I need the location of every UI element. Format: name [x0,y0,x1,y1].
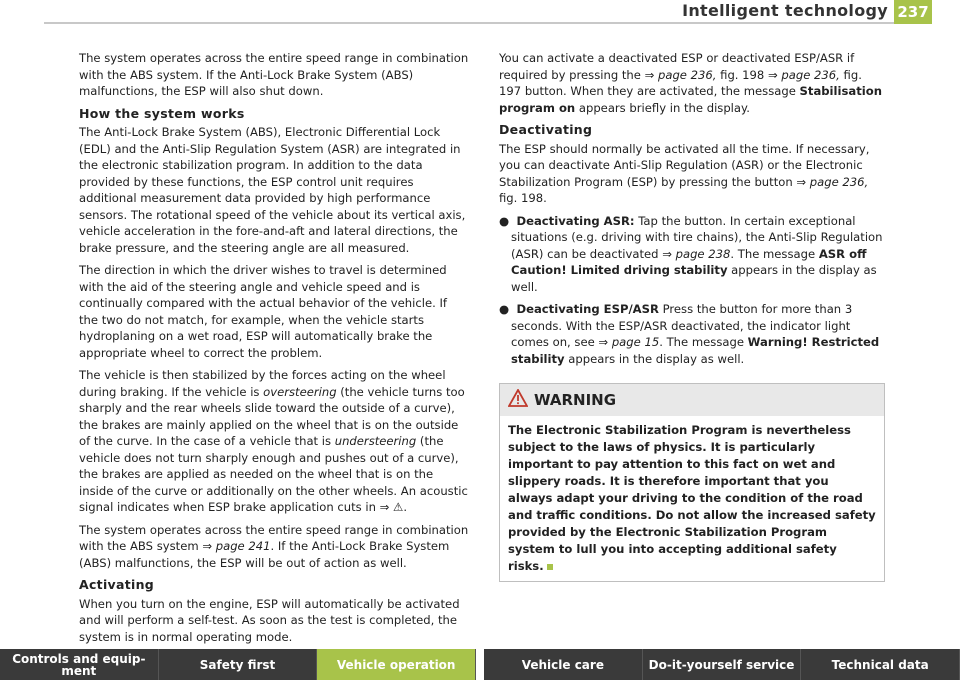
footer-nav [0,649,960,680]
text: The vehicle is then stabilized by the forces acting on the wheel during braking. If the vehicle is [79,368,446,399]
text: fig. 198 ⇒ [716,67,782,82]
page-reference-link[interactable]: page 236, [781,67,840,82]
left-column [79,50,469,651]
section-heading: Deactivating [499,122,593,137]
paragraph: The system operates across the entire speed range in combination with the ABS system. If the Anti-Lock Brake System (ABS) malfunctions, the ESP will also shut down. [79,51,469,98]
display-message: Stabilisation program on [499,84,882,115]
end-marker-icon [547,564,553,570]
tab-technical-data[interactable]: Technical data [801,649,960,680]
right-column [499,50,885,582]
tab-divider [476,649,484,680]
text: fig. 198. [499,191,547,205]
text: You can activate a deactivated ESP or deactivated ESP/ASR if required by pressing the ⇒ [499,51,855,82]
page-reference-link[interactable]: page 236, [657,67,717,82]
text: appears in the display as well. [564,351,745,366]
page-reference-link[interactable]: page 238 [675,246,731,261]
page-number: 237 [894,0,932,24]
text: (the vehicle turns too sharply and the rear wheels slide toward the outside of a curve), the brakes are mainly applied on the wheel that is on the outside of the curve. In the case of a vehicle that is [79,384,465,448]
tab-do-it-yourself-service[interactable]: Do-it-yourself service [643,649,802,680]
bullet-label: Deactivating ASR: [516,213,635,228]
page-reference-link[interactable]: page 236, [809,174,869,189]
text: . The message [730,246,819,261]
warning-triangle-icon [508,389,528,411]
text: Tap the button. In certain exceptional situations (e.g. driving with tire chains), the Anti-Slip Regulation (ASR) can be deactivated ⇒ [511,213,883,261]
paragraph: The direction in which the driver wishes to travel is determined with the aid of the steering angle and vehicle speed and is continually compared with the actual behavior of the vehicle. If the two do not match, for example, when the vehicle starts hydroplaning on a wet road, ESP will automatically brake the appropriate wheel to correct the problem. [79,263,447,360]
warning-body-text: The Electronic Stabilization Program is nevertheless subject to the laws of physics. It is particularly important to pay attention to this fact on wet and slippery roads. It is therefore important that you always adapt your driving to the condition of the road and traffic conditions. Do not allow the increased safety provided by the Electronic Stabilization Program system to lull you into accepting additional safety risks. [508,422,876,573]
text: The system operates across the entire speed range in combination with the ABS system ⇒ [79,522,469,553]
paragraph [79,522,469,572]
page-reference-link[interactable]: page 15 [611,335,660,349]
tab-controls-and-equipment[interactable]: Controls and equip-ment [0,649,159,680]
text: Press the button for more than 3 seconds. With the ESP/ASR deactivated, the indicator light comes on, see ⇒ [511,302,853,349]
text: . If the Anti-Lock Brake System (ABS) malfunctions, the ESP will be out of action as well. [79,539,450,570]
section-heading: How the system works [79,105,245,121]
text: The ESP should normally be activated all the time. If necessary, you can deactivate Anti-Slip Regulation (ASR) or the Electronic Stabilization Program (ESP) by pressing the button ⇒ [499,141,870,189]
text: fig. 197 button. When they are activated, the message [499,67,862,98]
page-title: Intelligent technology [682,1,888,20]
warning-header [500,384,884,416]
bullet-icon: ● [499,302,517,316]
bullet-label: Deactivating ESP/ASR [516,302,659,316]
section-heading: Activating [79,577,155,592]
tab-vehicle-operation[interactable]: Vehicle operation [317,649,476,680]
term-understeering: understeering [334,434,417,448]
paragraph [79,367,469,516]
tab-vehicle-care[interactable]: Vehicle care [484,649,643,680]
paragraph: When you turn on the engine, ESP will automatically be activated and will perform a self-test. As soon as the test is completed, the system is in normal operating mode. [79,596,460,644]
display-message: ASR off Caution! Limited driving stability [511,246,867,277]
warning-text [500,416,884,581]
paragraph [499,50,885,116]
bullet-item [499,301,885,367]
text: appears in the display as well. [511,263,877,294]
paragraph [499,141,885,207]
header-rule [44,22,896,24]
bullet-item [499,213,885,296]
page-reference-link[interactable]: page 241 [215,539,271,553]
tab-safety-first[interactable]: Safety first [159,649,318,680]
text: . The message [659,335,748,349]
text: (the vehicle does not turn sharply enough and pushes out of a curve), the brakes are applied as needed on the wheel that is on the inside of the curve or additionally on the other wheels. An acoustic signal indicates when ESP brake application cuts in ⇒ ⚠. [79,434,468,514]
warning-box [499,383,885,582]
term-oversteering: oversteering [263,384,337,399]
paragraph: The Anti-Lock Brake System (ABS), Electronic Differential Lock (EDL) and the Anti-Slip Regulation System (ASR) are integrated in the electronic stabilization program. In addition to the data provided by these functions, the ESP control unit requires additional measurement data provided by high performance sensors. The rotational speed of the vehicle about its vertical axis, vehicle acceleration in the fore-and-aft and lateral directions, the brake pressure, and the steering angle are all measured. [79,125,466,255]
display-message: Warning! Restricted stability [511,335,880,366]
bullet-icon: ● [499,213,517,228]
warning-title: WARNING [534,390,617,409]
text: appears briefly in the display. [575,100,750,115]
